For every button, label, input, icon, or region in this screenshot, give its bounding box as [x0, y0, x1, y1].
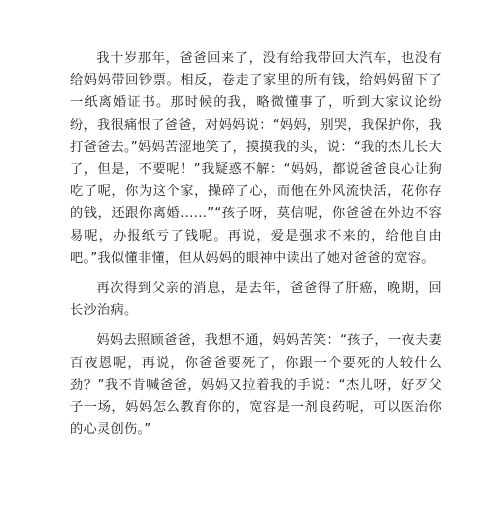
- page-bottom-edge: [0, 505, 500, 517]
- paragraph-2: 再次得到父亲的消息，是去年，爸爸得了肝癌，晚期，回长沙治病。: [70, 281, 442, 319]
- paragraph-1: 我十岁那年，爸爸回来了，没有给我带回大汽车，也没有给妈妈带回钞票。相反，卷走了家里的所有钱，给妈妈留下了一纸离婚证书。那时候的我，略微懂事了，听到大家议论纷纷，我很痛恨了爸爸，对妈妈说：“妈妈，别哭，我保护你，我打爸爸去。”妈妈苦涩地笑了，摸摸我的头，说：“我的杰儿长大了，但是，不要呢！”我疑惑不解：“妈妈，都说爸爸良心让狗吃了呢，你为这个家，操碎了心，而他在外风流快活，花你存的钱，还跟你离婚......”“孩子呀，莫信呢，你爸爸在外边不容易呢，办报纸亏了钱呢。再说，爱是强求不来的，给他自由吧。”我似懂非懂，但从妈妈的眼神中读出了她对爸爸的宽容。: [70, 51, 442, 266]
- document-body: [70, 48, 442, 441]
- paragraph-3: 妈妈去照顾爸爸，我想不通，妈妈苦笑：“孩子，一夜夫妻百夜恩呢，再说，你爸爸要死了，你跟一个要死的人较什么劲？”我不肯喊爸爸，妈妈又拉着我的手说：“杰儿呀，好歹父子一场，妈妈怎么教育你的，宽容是一剂良药呢，可以医治你的心灵创伤。”: [70, 333, 442, 438]
